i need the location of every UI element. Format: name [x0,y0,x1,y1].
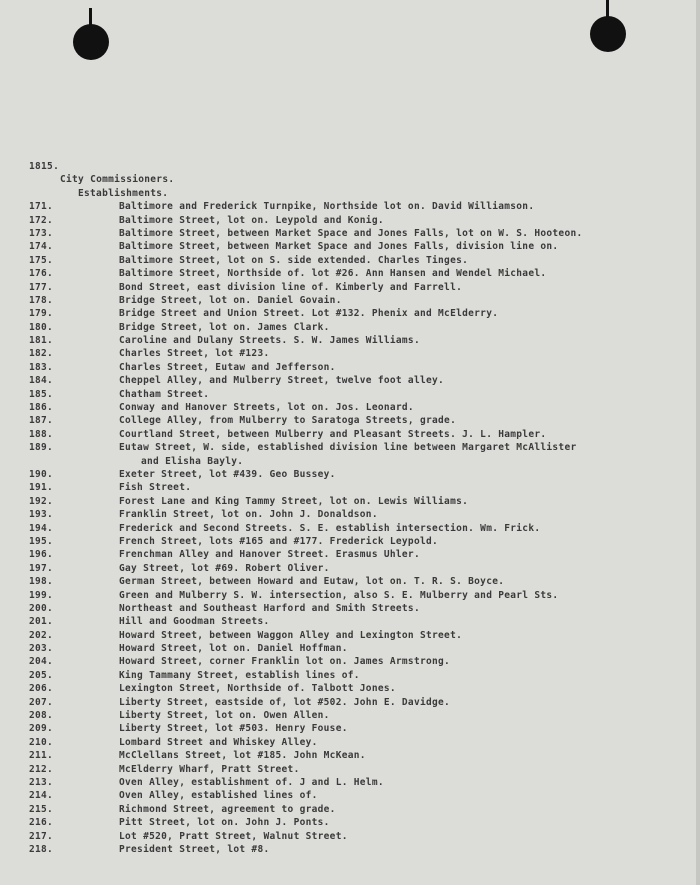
list-item [0,200,700,213]
entry-text: Howard Street, corner Franklin lot on. James Armstrong. [119,656,451,668]
entry-text: Frenchman Alley and Hanover Street. Erasmus Uhler. [119,549,420,561]
list-item [0,575,700,588]
list-item [0,763,700,776]
entry-text: Oven Alley, established lines of. [119,790,318,802]
entry-text: Lot #520, Pratt Street, Walnut Street. [119,830,348,842]
entry-number: 174. [29,241,54,253]
entry-number: 172. [29,214,54,226]
list-item [0,722,700,735]
list-item [0,522,700,535]
list-item [0,227,700,240]
section-heading: City Commissioners. [60,174,175,186]
entry-text: Northeast and Southeast Harford and Smith Streets. [119,602,420,614]
entry-number: 185. [29,388,54,400]
list-item [0,347,700,360]
list-item [0,736,700,749]
list-item [0,548,700,561]
entry-text: French Street, lots #165 and #177. Frederick Leypold. [119,535,439,547]
year-heading: 1815. [29,161,60,172]
entry-text: Liberty Street, lot #503. Henry Fouse. [119,723,348,735]
entry-text: Green and Mulberry S. W. intersection, also S. E. Mulberry and Pearl Sts. [119,589,559,601]
entry-number: 175. [29,254,54,266]
entry-text: Baltimore Street, lot on. Leypold and Konig. [119,214,384,226]
entry-text: Franklin Street, lot on. John J. Donaldson. [119,509,378,521]
entry-number: 190. [29,468,54,480]
entry-text: Howard Street, between Waggon Alley and Lexington Street. [119,629,463,641]
entry-text: Gay Street, lot #69. Robert Oliver. [119,562,330,574]
entry-number: 205. [29,669,54,681]
entry-number: 173. [29,227,54,239]
entry-text: Bridge Street and Union Street. Lot #132. Phenix and McElderry. [119,308,499,320]
entry-text: Richmond Street, agreement to grade. [119,803,336,815]
entry-number: 214. [29,790,54,802]
list-item [0,361,700,374]
entry-text: President Street, lot #8. [119,843,270,855]
punch-hole-right [590,16,626,52]
entry-text: Baltimore and Frederick Turnpike, Northside lot on. David Williamson. [119,201,535,213]
entry-text: Hill and Goodman Streets. [119,616,270,628]
list-item [0,468,700,481]
list-item [0,696,700,709]
list-item [0,441,700,454]
list-item [0,495,700,508]
entry-text: Frederick and Second Streets. S. E. establish intersection. Wm. Frick. [119,522,541,534]
list-item [0,682,700,695]
list-item [0,669,700,682]
entry-number: 210. [29,736,54,748]
entry-number: 184. [29,375,54,387]
entry-number: 194. [29,522,54,534]
entry-number: 183. [29,361,54,373]
entry-text: Lexington Street, Northside of. Talbott Jones. [119,683,396,695]
entry-text: Eutaw Street, W. side, established division line between Margaret McAllister [119,442,577,454]
entry-number: 217. [29,830,54,842]
list-item [0,294,700,307]
list-item [0,589,700,602]
entry-list [0,200,700,856]
entry-number: 186. [29,402,54,414]
list-item [0,374,700,387]
entry-text: Forest Lane and King Tammy Street, lot on. Lewis Williams. [119,495,469,507]
entry-text: Howard Street, lot on. Daniel Hoffman. [119,643,348,655]
entry-text: McElderry Wharf, Pratt Street. [119,763,300,775]
list-item [0,281,700,294]
list-item [0,334,700,347]
list-item [0,428,700,441]
entry-number: 177. [29,281,54,293]
list-item [0,642,700,655]
entry-number: 216. [29,817,54,829]
entry-number: 192. [29,495,54,507]
entry-text: Caroline and Dulany Streets. S. W. James Williams. [119,335,420,347]
entry-number: 180. [29,321,54,333]
entry-text: Bridge Street, lot on. James Clark. [119,321,330,333]
entry-text: Baltimore Street, between Market Space and Jones Falls, division line on. [119,241,559,253]
entry-text: German Street, between Howard and Eutaw, lot on. T. R. S. Boyce. [119,576,505,588]
entry-text: Fish Street. [119,482,192,494]
entry-text: McClellans Street, lot #185. John McKean. [119,750,366,762]
entry-number: 181. [29,335,54,347]
punch-hole-left [73,24,109,60]
entry-number: 188. [29,428,54,440]
entry-text: Charles Street, lot #123. [119,348,270,360]
list-item [0,535,700,548]
list-item [0,401,700,414]
entry-number: 199. [29,589,54,601]
entry-number: 204. [29,656,54,668]
list-item [0,655,700,668]
entry-number: 209. [29,723,54,735]
list-item [0,307,700,320]
entry-continuation: and Elisha Bayly. [141,455,244,467]
entry-number: 208. [29,710,54,722]
list-item [0,267,700,280]
entry-number: 200. [29,602,54,614]
entry-number: 189. [29,442,54,454]
entry-text: Baltimore Street, lot on S. side extended. Charles Tinges. [119,254,469,266]
entry-text: King Tammany Street, establish lines of. [119,669,360,681]
entry-number: 195. [29,535,54,547]
entry-number: 179. [29,308,54,320]
entry-text: Bond Street, east division line of. Kimberly and Farrell. [119,281,463,293]
list-item [0,776,700,789]
entry-text: Liberty Street, eastside of, lot #502. John E. Davidge. [119,696,451,708]
list-item [0,508,700,521]
entry-text: Lombard Street and Whiskey Alley. [119,736,318,748]
entry-text: Liberty Street, lot on. Owen Allen. [119,710,330,722]
entry-number: 193. [29,509,54,521]
entry-text: Charles Street, Eutaw and Jefferson. [119,361,336,373]
entry-number: 201. [29,616,54,628]
entry-text: Oven Alley, establishment of. J and L. Helm. [119,776,384,788]
list-item [0,481,700,494]
entry-number: 213. [29,776,54,788]
entry-text: Conway and Hanover Streets, lot on. Jos. Leonard. [119,402,414,414]
entry-text: Cheppel Alley, and Mulberry Street, twelve foot alley. [119,375,445,387]
list-item [0,414,700,427]
entry-text: Courtland Street, between Mulberry and Pleasant Streets. J. L. Hampler. [119,428,547,440]
entry-number: 206. [29,683,54,695]
list-item [0,789,700,802]
entry-number: 197. [29,562,54,574]
entry-text: Chatham Street. [119,388,210,400]
entry-number: 171. [29,201,54,213]
entry-number: 176. [29,268,54,280]
list-item [0,803,700,816]
entry-number: 202. [29,629,54,641]
entry-text: College Alley, from Mulberry to Saratoga Streets, grade. [119,415,457,427]
list-item [0,602,700,615]
entry-number: 203. [29,643,54,655]
list-item [0,562,700,575]
list-item [0,816,700,829]
list-item [0,254,700,267]
entry-number: 178. [29,294,54,306]
document-body [0,160,700,856]
list-item [0,830,700,843]
entry-number: 191. [29,482,54,494]
list-item [0,615,700,628]
list-item [0,709,700,722]
entry-number: 215. [29,803,54,815]
entry-text: Exeter Street, lot #439. Geo Bussey. [119,468,336,480]
section-subheading: Establishments. [78,187,169,199]
entry-text: Bridge Street, lot on. Daniel Govain. [119,294,342,306]
entry-number: 198. [29,576,54,588]
list-item [0,321,700,334]
entry-text: Baltimore Street, between Market Space and Jones Falls, lot on W. S. Hooteon. [119,227,583,239]
list-item [0,214,700,227]
list-item [0,240,700,253]
entry-number: 187. [29,415,54,427]
entry-text: Pitt Street, lot on. John J. Ponts. [119,817,330,829]
entry-number: 207. [29,696,54,708]
list-item [0,749,700,762]
entry-number: 218. [29,843,54,855]
entry-number: 212. [29,763,54,775]
list-item [0,388,700,401]
list-item [0,843,700,856]
list-item [0,629,700,642]
entry-number: 196. [29,549,54,561]
entry-text: Baltimore Street, Northside of. lot #26. Ann Hansen and Wendel Michael. [119,268,547,280]
entry-number: 211. [29,750,54,762]
entry-number: 182. [29,348,54,360]
